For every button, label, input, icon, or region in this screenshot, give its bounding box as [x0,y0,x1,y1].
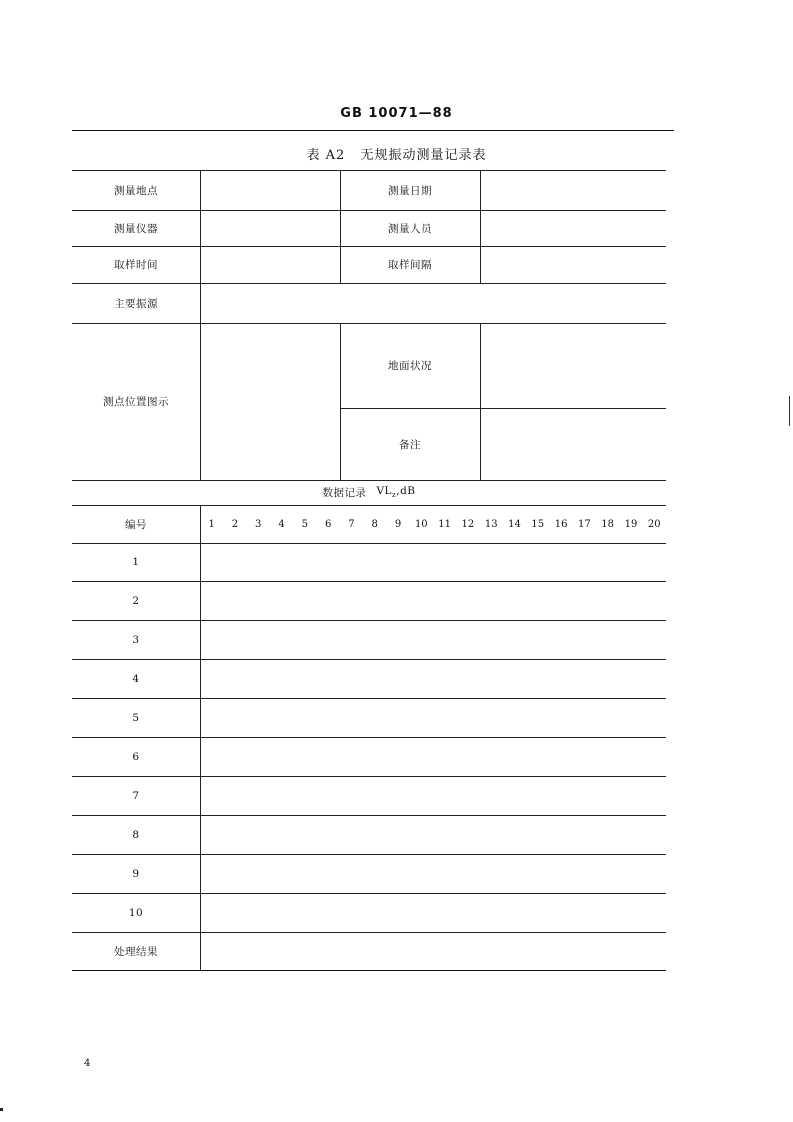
unit-subscript: z [392,491,397,500]
sampling-time-value-field[interactable] [200,246,340,283]
result-label: 处理结果 [114,945,158,958]
main-source-label: 主要振源 [114,297,158,310]
record-table [72,170,666,971]
row-data-field[interactable] [200,620,666,659]
column-number: 8 [371,518,378,530]
location-label: 测量地点 [114,184,158,197]
ground-condition-label: 地面状况 [388,360,432,372]
date-label: 测量日期 [388,184,432,197]
personnel-value-field[interactable] [480,210,666,246]
column-number: 6 [324,518,332,530]
column-number: 7 [348,518,355,530]
remarks-label: 备注 [399,438,421,451]
position-diagram-label: 测点位置图示 [103,396,169,408]
ground-condition-value-field[interactable] [480,323,666,408]
sampling-interval-label: 取样间隔 [388,259,432,271]
page-number: 4 [84,1058,91,1069]
data-record-title: 数据记录 [322,487,367,499]
table-name: 无规振动测量记录表 [360,148,487,163]
row-number: 10 [128,906,144,919]
table-title [0,144,793,163]
sampling-time-label: 取样时间 [114,259,158,271]
position-diagram-area[interactable] [200,323,340,480]
row-data-field[interactable] [200,776,666,815]
row-number: 4 [132,672,140,685]
column-number: 20 [647,518,661,530]
remarks-value-field[interactable] [480,408,666,480]
number-header: 编号 [125,518,147,531]
table-bottom-rule [72,970,666,971]
row-data-field[interactable] [200,698,666,737]
column-number: 11 [438,518,451,530]
row-data-field[interactable] [200,581,666,620]
row-number: 9 [132,867,140,880]
row-number: 3 [132,633,140,646]
standard-code: GB 10071—88 [340,106,453,121]
scan-dot [0,1108,3,1111]
location-value-field[interactable] [200,170,340,210]
row-data-field[interactable] [200,893,666,932]
column-number: 13 [484,518,498,530]
column-number: 1 [208,518,215,530]
column-number: 4 [278,518,285,530]
unit-main: VL [376,485,393,498]
column-number: 9 [394,518,402,530]
column-number: 18 [601,518,615,530]
result-value-field[interactable] [200,932,666,970]
column-number: 16 [554,518,568,530]
table-label: 表 A2 [306,148,346,163]
column-number: 3 [255,518,262,530]
row-number: 8 [132,828,140,841]
row-number: 1 [132,556,140,568]
sampling-interval-value-field[interactable] [480,246,666,283]
column-number-header [200,505,666,543]
data-record-heading [72,480,666,505]
column-number: 19 [624,518,638,530]
date-value-field[interactable] [480,170,666,210]
data-record-unit [376,485,415,499]
personnel-label: 测量人员 [388,222,432,235]
column-number: 17 [578,518,591,530]
column-number: 15 [531,518,545,530]
column-number: 12 [461,518,475,530]
column-number: 10 [414,518,428,530]
column-number: 2 [231,518,239,530]
header-rule [72,130,674,131]
row-number: 2 [132,594,140,607]
instrument-value-field[interactable] [200,210,340,246]
row-data-field[interactable] [200,659,666,698]
column-number: 5 [301,518,309,530]
row-data-field[interactable] [200,854,666,893]
row-number: 7 [132,789,140,802]
row-number: 6 [132,750,140,763]
instrument-label: 测量仪器 [114,222,158,235]
row-number: 5 [132,711,140,724]
scan-margin-mark [789,396,790,426]
row-data-field[interactable] [200,737,666,776]
unit-tail: ,dB [396,485,416,498]
main-source-value-field[interactable] [200,283,666,323]
row-data-field[interactable] [200,815,666,854]
row-data-field[interactable] [200,543,666,581]
column-number: 14 [508,518,521,530]
